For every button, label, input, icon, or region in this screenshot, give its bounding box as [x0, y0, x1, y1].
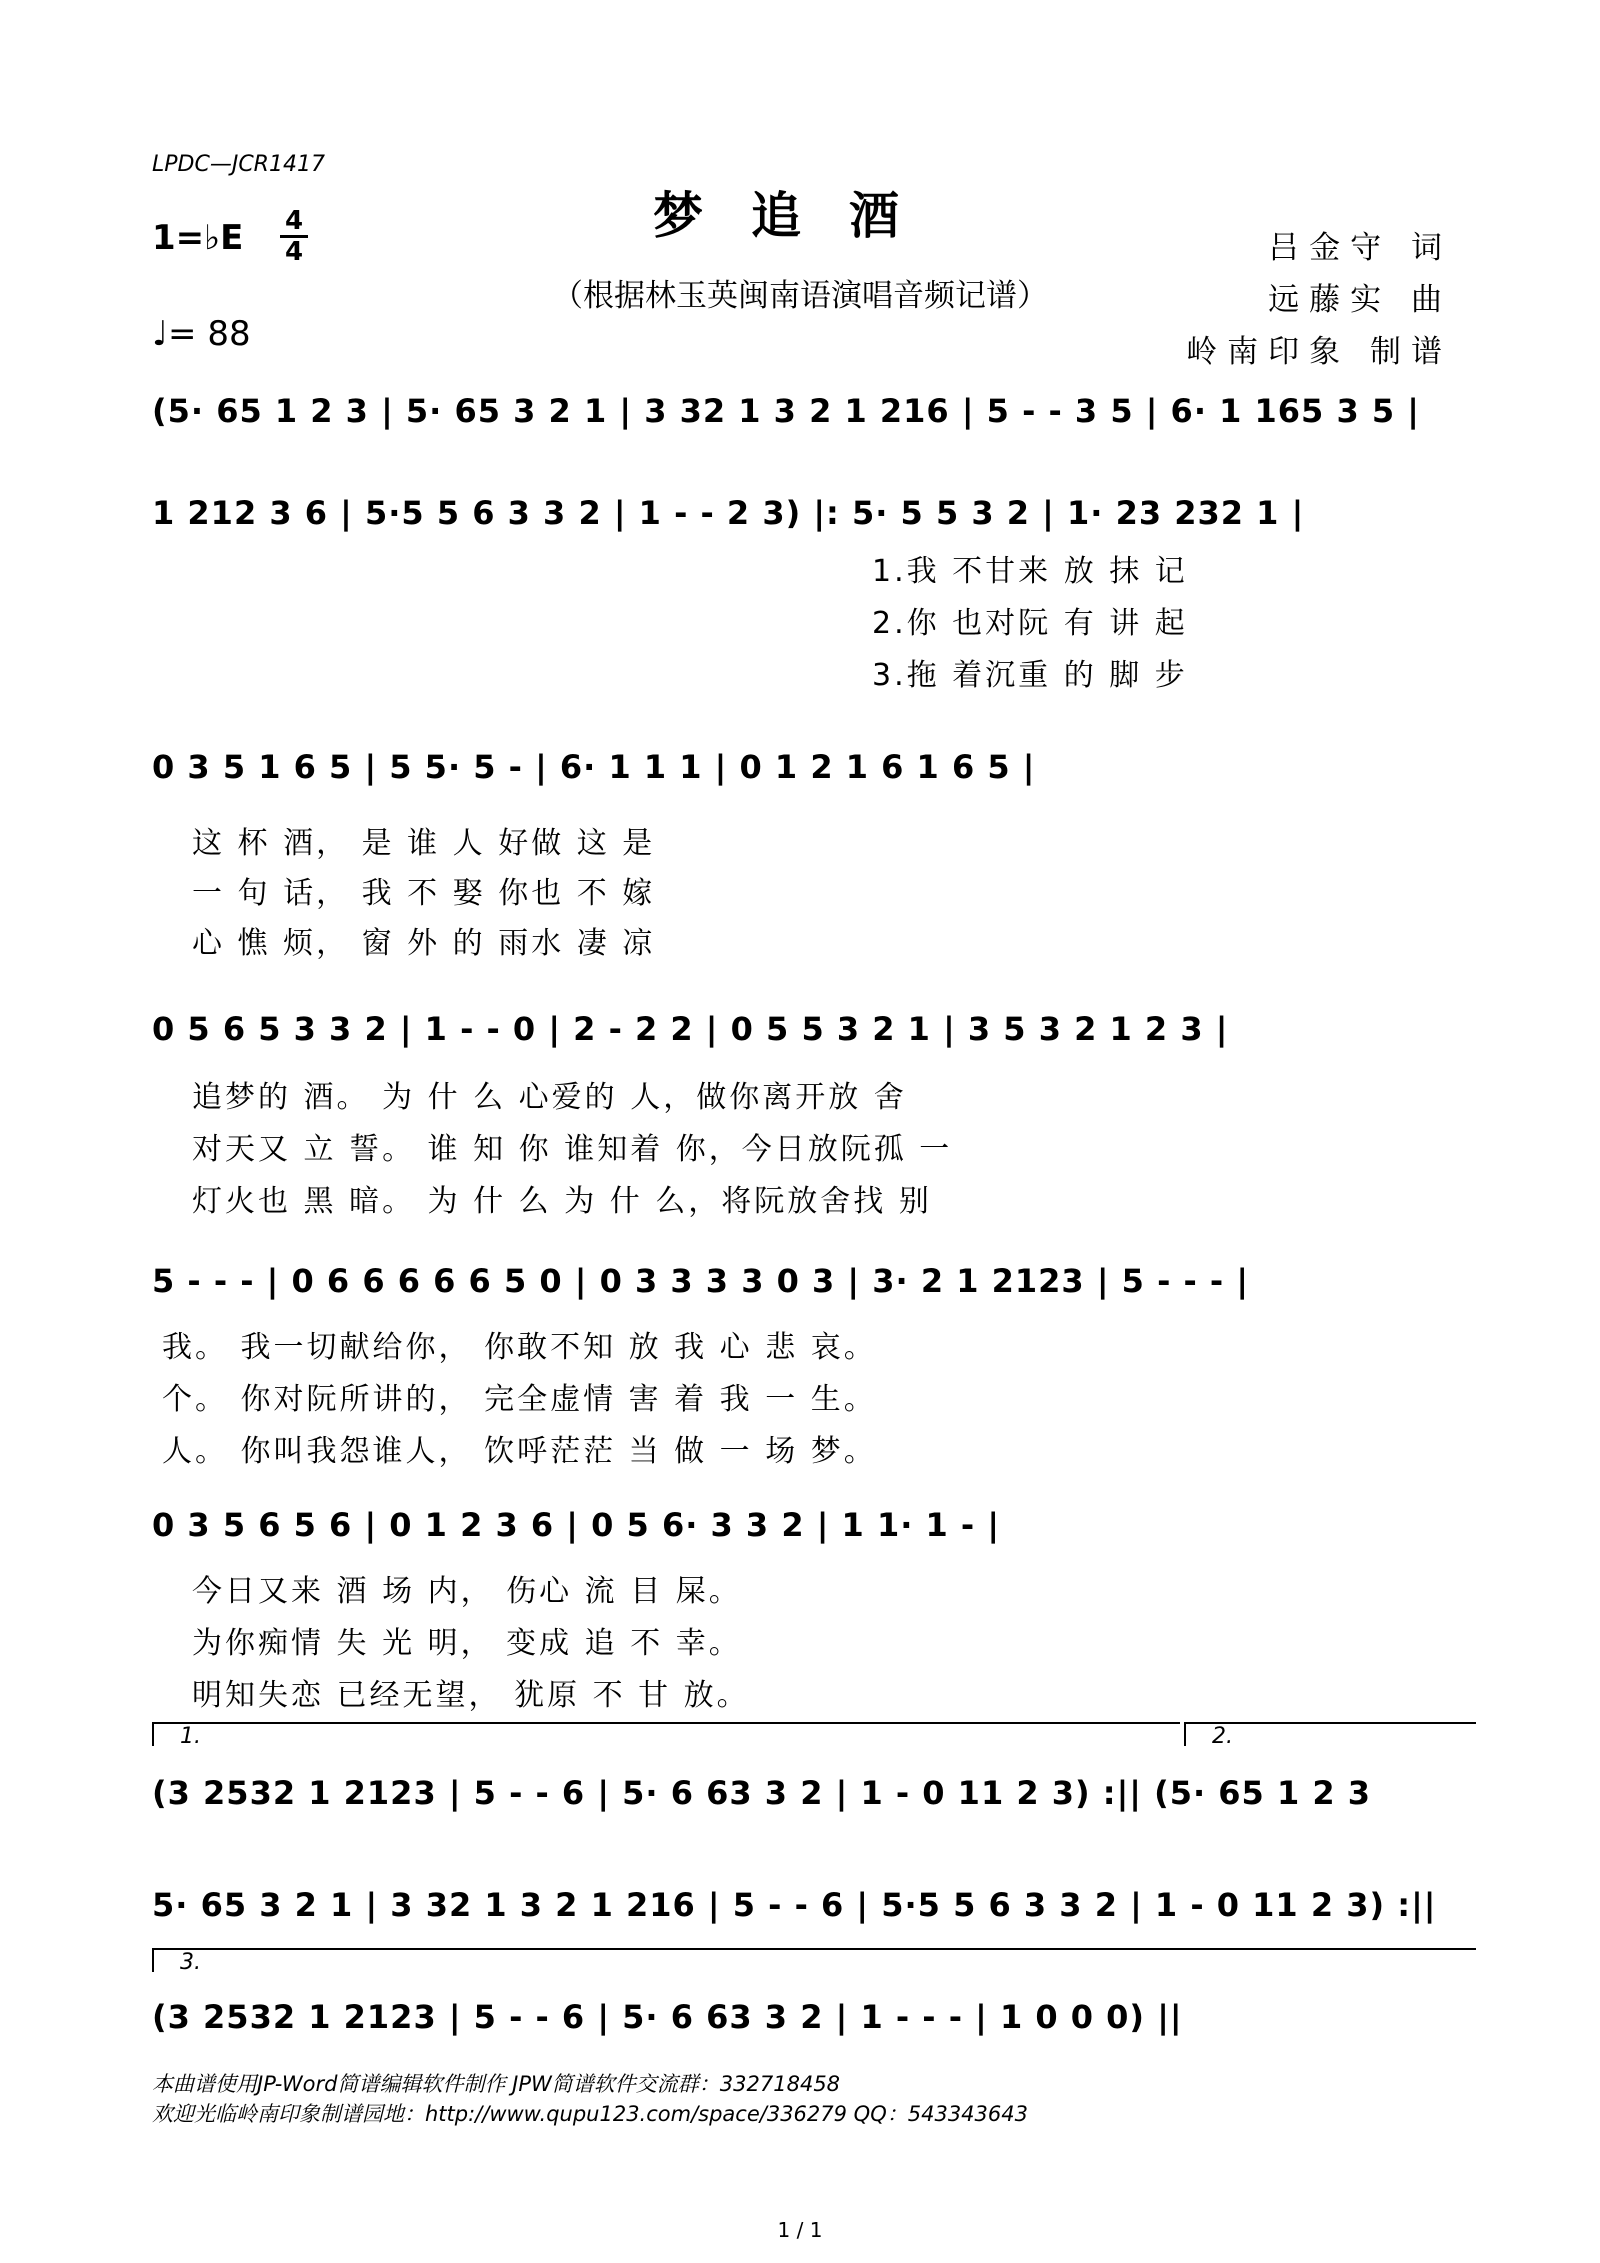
notation-line: (3 2532 1 2123 | 5 - - 6 | 5· 6 63 3 2 | 1 - - - | 1 0 0 0) || [152, 1998, 1183, 2036]
lyric-line: 我。 我一切献给你， 你敢不知 放 我 心 悲 哀。 [162, 1330, 877, 1365]
notation-line: 5 - - - | 0 6 6 6 6 6 5 0 | 0 3 3 3 3 0 3 | 3· 2 1 2123 | 5 - - - | [152, 1262, 1250, 1300]
lyric-line: 人。 你叫我怨谁人， 饮呼茫茫 当 做 一 场 梦。 [162, 1434, 877, 1469]
notation-line: 1 212 3 6 | 5·5 5 6 3 3 2 | 1 - - 2 3) |: 5· 5 5 3 2 | 1· 23 232 1 | [152, 494, 1305, 532]
lyric-line: 今日又来 酒 场 内， 伤心 流 目 屎。 [192, 1574, 742, 1609]
footer-line: 欢迎光临岭南印象制谱园地：http://www.qupu123.com/space/336279 QQ：543343643 [152, 2102, 1028, 2126]
lyric-line: 追梦的 酒。 为 什 么 心爱的 人，做你离开放 舍 [192, 1080, 907, 1115]
credits [1186, 222, 1452, 378]
tempo-mark: ♩= 88 [152, 314, 251, 354]
lyric-line: 心 憔 烦， 窗 外 的 雨水 凄 凉 [192, 926, 656, 961]
ending-bracket: 1. [152, 1722, 1180, 1746]
notation-line: 0 3 5 1 6 5 | 5 5· 5 - | 6· 1 1 1 | 0 1 2 1 6 1 6 5 | [152, 748, 1036, 786]
lyric-line: 一 句 话， 我 不 娶 你也 不 嫁 [192, 876, 656, 911]
lyric-line: 明知失恋 已经无望， 犹原 不 甘 放。 [192, 1678, 750, 1713]
footer-line: 本曲谱使用JP-Word简谱编辑软件制作 JPW简谱软件交流群：332718458 [152, 2072, 841, 2096]
lyric-line: 这 杯 酒， 是 谁 人 好做 这 是 [192, 826, 656, 861]
lyric-line: 灯火也 黑 暗。 为 什 么 为 什 么，将阮放舍找 别 [192, 1184, 932, 1219]
time-signature-bottom: 4 [284, 237, 304, 267]
key-signature: 1=♭E [152, 218, 244, 258]
notation-line: (3 2532 1 2123 | 5 - - 6 | 5· 6 63 3 2 | 1 - 0 11 2 3) :|| (5· 65 1 2 3 [152, 1774, 1372, 1812]
lyric-line: 对天又 立 誓。 谁 知 你 谁知着 你，今日放阮孤 一 [192, 1132, 953, 1167]
composer: 远藤实 曲 [1268, 282, 1452, 318]
score-code: LPDC—JCR1417 [152, 152, 325, 177]
notation-line: (5· 65 1 2 3 | 5· 65 3 2 1 | 3 32 1 3 2 1 216 | 5 - - 3 5 | 6· 1 165 3 5 | [152, 392, 1420, 430]
time-signature [276, 208, 312, 265]
notation-line: 0 3 5 6 5 6 | 0 1 2 3 6 | 0 5 6· 3 3 2 | 1 1· 1 - | [152, 1506, 1001, 1544]
song-subtitle: （根据林玉英闽南语演唱音频记谱） [552, 278, 1048, 314]
ending-bracket: 3. [152, 1948, 1476, 1972]
page-number: 1 / 1 [777, 2218, 823, 2242]
lyric-line: 个。 你对阮所讲的， 完全虚情 害 着 我 一 生。 [162, 1382, 877, 1417]
notation-line: 0 5 6 5 3 3 2 | 1 - - 0 | 2 - 2 2 | 0 5 5 3 2 1 | 3 5 3 2 1 2 3 | [152, 1010, 1229, 1048]
lyric-line: 3.拖 着沉重 的 脚 步 [872, 658, 1188, 693]
arranger: 岭南印象 制谱 [1186, 334, 1452, 370]
lyric-line: 1.我 不甘来 放 抹 记 [872, 554, 1188, 589]
lyric-line: 2.你 也对阮 有 讲 起 [872, 606, 1188, 641]
time-signature-top: 4 [284, 206, 304, 236]
ending-bracket: 2. [1184, 1722, 1476, 1746]
lyric-line: 为你痴情 失 光 明， 变成 追 不 幸。 [192, 1626, 742, 1661]
lyricist: 吕金守 词 [1268, 230, 1452, 266]
notation-line: 5· 65 3 2 1 | 3 32 1 3 2 1 216 | 5 - - 6 | 5·5 5 6 3 3 2 | 1 - 0 11 2 3) :|| [152, 1886, 1437, 1924]
song-title: 梦追酒 [653, 186, 947, 245]
